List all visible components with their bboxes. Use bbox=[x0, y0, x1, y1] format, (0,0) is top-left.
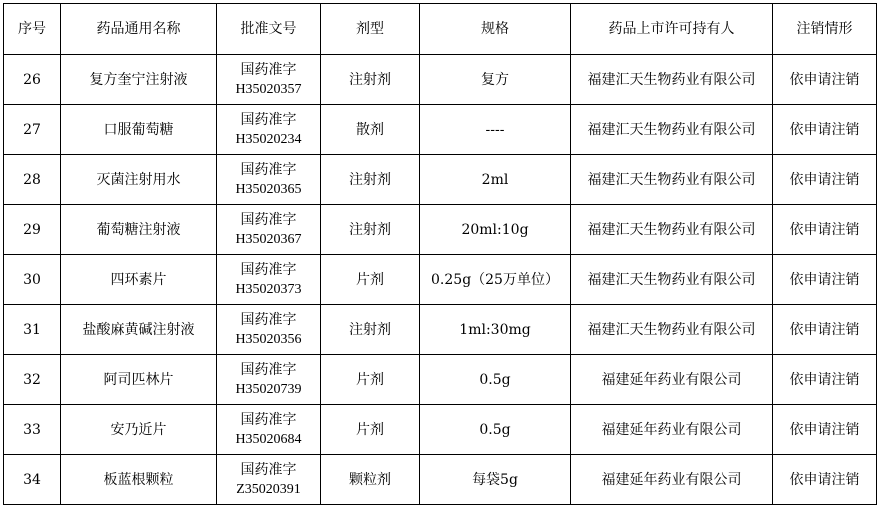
cell-dosage-form: 注射剂 bbox=[321, 155, 420, 205]
cell-approval-number bbox=[217, 455, 321, 505]
approval-prefix: 国药准字 bbox=[240, 261, 297, 278]
table-header-row bbox=[4, 4, 877, 55]
cell-deregistration-status: 依申请注销 bbox=[773, 55, 877, 105]
cell-dosage-form: 片剂 bbox=[321, 255, 420, 305]
cell-specification: 2ml bbox=[420, 155, 571, 205]
table-row bbox=[4, 105, 877, 155]
cell-drug-name: 四环素片 bbox=[61, 255, 217, 305]
cell-serial-no: 30 bbox=[4, 255, 61, 305]
header-deregistration-status: 注销情形 bbox=[773, 4, 877, 55]
cell-deregistration-status: 依申请注销 bbox=[773, 155, 877, 205]
cell-license-holder: 福建汇天生物药业有限公司 bbox=[571, 205, 773, 255]
header-specification: 规格 bbox=[420, 4, 571, 55]
cell-drug-name: 阿司匹林片 bbox=[61, 355, 217, 405]
cell-specification: 20ml:10g bbox=[420, 205, 571, 255]
cell-approval-number bbox=[217, 105, 321, 155]
cell-deregistration-status: 依申请注销 bbox=[773, 355, 877, 405]
cell-approval-number bbox=[217, 205, 321, 255]
approval-prefix: 国药准字 bbox=[240, 111, 297, 128]
cell-dosage-form: 注射剂 bbox=[321, 205, 420, 255]
approval-code: Z35020391 bbox=[236, 481, 301, 497]
cell-drug-name: 灭菌注射用水 bbox=[61, 155, 217, 205]
cell-license-holder: 福建汇天生物药业有限公司 bbox=[571, 155, 773, 205]
approval-code: H35020373 bbox=[235, 281, 302, 297]
drug-deregistration-table bbox=[3, 3, 877, 505]
approval-prefix: 国药准字 bbox=[240, 311, 297, 328]
table-body bbox=[4, 55, 877, 505]
cell-approval-number bbox=[217, 305, 321, 355]
cell-dosage-form: 散剂 bbox=[321, 105, 420, 155]
table-row bbox=[4, 255, 877, 305]
cell-approval-number bbox=[217, 355, 321, 405]
cell-serial-no: 31 bbox=[4, 305, 61, 355]
header-dosage-form: 剂型 bbox=[321, 4, 420, 55]
approval-code: H35020739 bbox=[235, 381, 302, 397]
cell-specification: 0.5g bbox=[420, 355, 571, 405]
cell-serial-no: 32 bbox=[4, 355, 61, 405]
cell-drug-name: 盐酸麻黄碱注射液 bbox=[61, 305, 217, 355]
approval-code: H35020356 bbox=[235, 331, 302, 347]
cell-approval-number bbox=[217, 255, 321, 305]
cell-serial-no: 26 bbox=[4, 55, 61, 105]
header-license-holder: 药品上市许可持有人 bbox=[571, 4, 773, 55]
table-row bbox=[4, 355, 877, 405]
header-approval-number: 批准文号 bbox=[217, 4, 321, 55]
cell-approval-number bbox=[217, 405, 321, 455]
header-drug-name: 药品通用名称 bbox=[61, 4, 217, 55]
cell-approval-number bbox=[217, 155, 321, 205]
cell-deregistration-status: 依申请注销 bbox=[773, 255, 877, 305]
cell-license-holder: 福建延年药业有限公司 bbox=[571, 355, 773, 405]
cell-deregistration-status: 依申请注销 bbox=[773, 105, 877, 155]
cell-license-holder: 福建汇天生物药业有限公司 bbox=[571, 305, 773, 355]
header-serial-no: 序号 bbox=[4, 4, 61, 55]
cell-license-holder: 福建延年药业有限公司 bbox=[571, 455, 773, 505]
cell-drug-name: 复方奎宁注射液 bbox=[61, 55, 217, 105]
table-row bbox=[4, 305, 877, 355]
cell-specification: ---- bbox=[420, 105, 571, 155]
cell-serial-no: 27 bbox=[4, 105, 61, 155]
cell-specification: 0.25g（25万单位） bbox=[420, 255, 571, 305]
cell-license-holder: 福建延年药业有限公司 bbox=[571, 405, 773, 455]
cell-specification: 复方 bbox=[420, 55, 571, 105]
approval-code: H35020357 bbox=[235, 81, 302, 97]
table-row bbox=[4, 455, 877, 505]
table-row bbox=[4, 55, 877, 105]
approval-code: H35020234 bbox=[235, 131, 302, 147]
approval-code: H35020684 bbox=[235, 431, 302, 447]
cell-specification: 1ml:30mg bbox=[420, 305, 571, 355]
cell-deregistration-status: 依申请注销 bbox=[773, 405, 877, 455]
approval-code: H35020367 bbox=[235, 231, 302, 247]
table-row bbox=[4, 405, 877, 455]
cell-dosage-form: 注射剂 bbox=[321, 55, 420, 105]
cell-dosage-form: 注射剂 bbox=[321, 305, 420, 355]
cell-license-holder: 福建汇天生物药业有限公司 bbox=[571, 255, 773, 305]
approval-prefix: 国药准字 bbox=[240, 161, 297, 178]
cell-deregistration-status: 依申请注销 bbox=[773, 305, 877, 355]
cell-dosage-form: 片剂 bbox=[321, 355, 420, 405]
cell-serial-no: 33 bbox=[4, 405, 61, 455]
cell-serial-no: 34 bbox=[4, 455, 61, 505]
table-row bbox=[4, 205, 877, 255]
approval-prefix: 国药准字 bbox=[240, 361, 297, 378]
cell-approval-number bbox=[217, 55, 321, 105]
cell-dosage-form: 颗粒剂 bbox=[321, 455, 420, 505]
cell-serial-no: 29 bbox=[4, 205, 61, 255]
approval-prefix: 国药准字 bbox=[240, 61, 297, 78]
approval-code: H35020365 bbox=[235, 181, 302, 197]
cell-drug-name: 口服葡萄糖 bbox=[61, 105, 217, 155]
cell-specification: 每袋5g bbox=[420, 455, 571, 505]
cell-serial-no: 28 bbox=[4, 155, 61, 205]
approval-prefix: 国药准字 bbox=[240, 411, 297, 428]
cell-specification: 0.5g bbox=[420, 405, 571, 455]
approval-prefix: 国药准字 bbox=[240, 461, 297, 478]
approval-prefix: 国药准字 bbox=[240, 211, 297, 228]
cell-license-holder: 福建汇天生物药业有限公司 bbox=[571, 105, 773, 155]
cell-drug-name: 葡萄糖注射液 bbox=[61, 205, 217, 255]
cell-deregistration-status: 依申请注销 bbox=[773, 205, 877, 255]
cell-drug-name: 安乃近片 bbox=[61, 405, 217, 455]
cell-dosage-form: 片剂 bbox=[321, 405, 420, 455]
cell-drug-name: 板蓝根颗粒 bbox=[61, 455, 217, 505]
table-row bbox=[4, 155, 877, 205]
cell-license-holder: 福建汇天生物药业有限公司 bbox=[571, 55, 773, 105]
cell-deregistration-status: 依申请注销 bbox=[773, 455, 877, 505]
